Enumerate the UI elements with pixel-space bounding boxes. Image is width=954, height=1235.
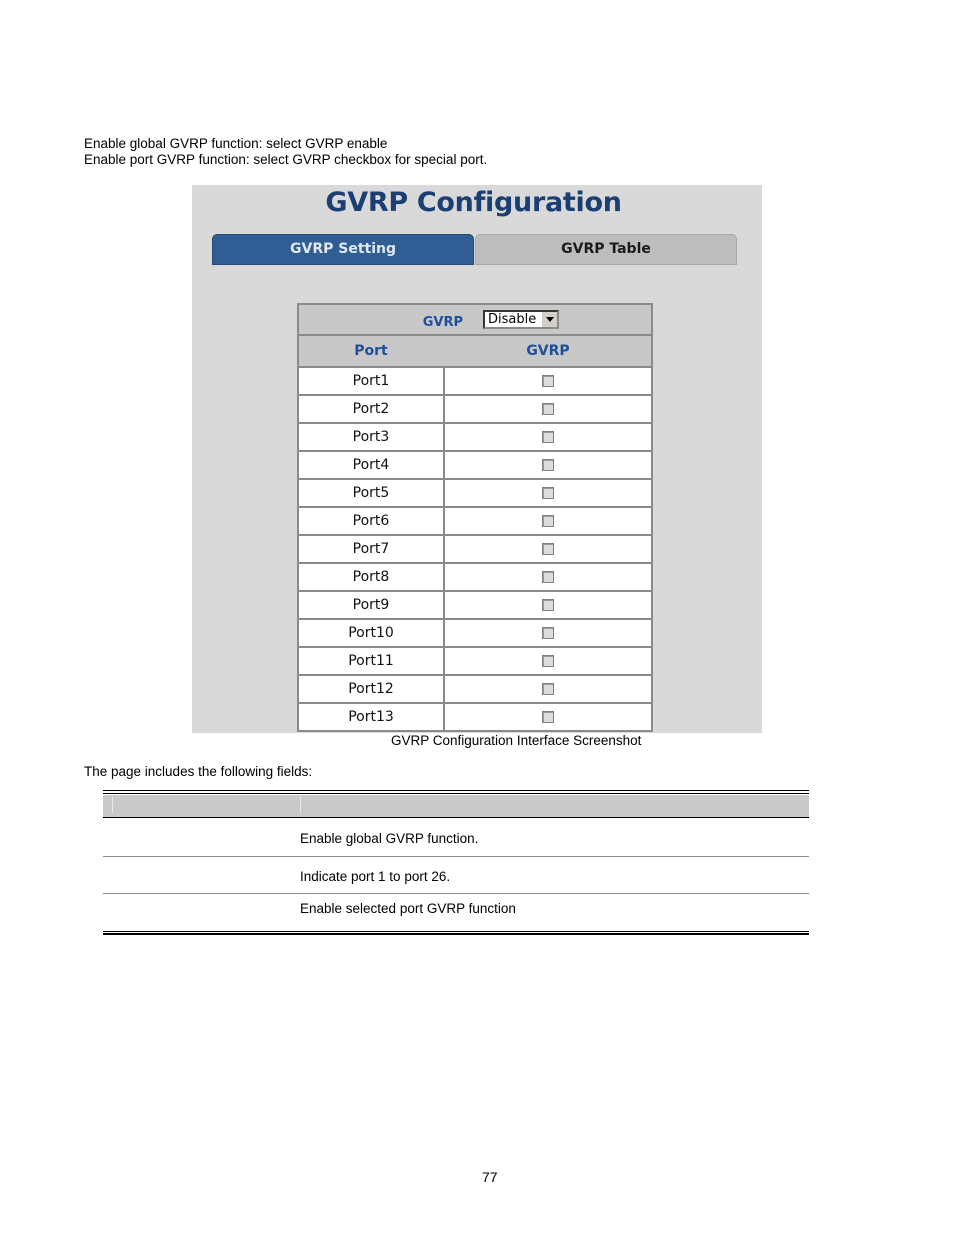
port-rows [299,368,651,730]
port-gvrp-cell [445,648,651,674]
port-gvrp-checkbox[interactable] [542,459,554,471]
port-gvrp-cell [445,592,651,618]
tab-gvrp-table[interactable]: GVRP Table [475,234,737,265]
intro-line-1: Enable global GVRP function: select GVRP enable [84,136,388,151]
figure-caption: GVRP Configuration Interface Screenshot [391,733,642,748]
row-description: Indicate port 1 to port 26. [300,869,451,884]
row-description: Enable global GVRP function. [300,831,479,846]
port-gvrp-checkbox[interactable] [542,403,554,415]
port-name: Port2 [299,396,443,422]
global-gvrp-label: GVRP [422,315,463,330]
table-row [299,676,651,702]
port-gvrp-checkbox[interactable] [542,599,554,611]
port-name: Port12 [299,676,443,702]
table-row [299,592,651,618]
chevron-down-icon[interactable] [541,312,557,327]
port-gvrp-cell [445,396,651,422]
table-top-rule [103,790,809,794]
global-gvrp-row [299,305,651,334]
table-row [299,620,651,646]
port-name: Port3 [299,424,443,450]
port-gvrp-cell [445,564,651,590]
port-gvrp-checkbox[interactable] [542,571,554,583]
port-name: Port6 [299,508,443,534]
port-name: Port13 [299,704,443,730]
header-divider [300,797,301,813]
port-gvrp-checkbox[interactable] [542,627,554,639]
port-name: Port8 [299,564,443,590]
port-gvrp-cell [445,368,651,394]
table-row [299,508,651,534]
port-gvrp-cell [445,704,651,730]
port-gvrp-checkbox[interactable] [542,375,554,387]
port-gvrp-cell [445,536,651,562]
port-name: Port4 [299,452,443,478]
intro-line-2: Enable port GVRP function: select GVRP checkbox for special port. [84,152,488,167]
port-gvrp-cell [445,480,651,506]
col-header-port: Port [299,336,443,366]
port-table-header [299,336,651,366]
port-name: Port1 [299,368,443,394]
table-bottom-rule [103,931,809,935]
table-row [299,480,651,506]
table-row [103,818,809,857]
port-gvrp-checkbox[interactable] [542,543,554,555]
screenshot-title: GVRP Configuration [325,187,622,218]
table-row [299,536,651,562]
port-gvrp-cell [445,452,651,478]
port-gvrp-cell [445,424,651,450]
gvrp-select[interactable] [483,310,559,329]
port-gvrp-checkbox[interactable] [542,711,554,723]
table-row [299,452,651,478]
port-name: Port9 [299,592,443,618]
gvrp-select-value: Disable [488,312,537,327]
port-gvrp-checkbox[interactable] [542,655,554,667]
page-number: 77 [482,1169,498,1185]
port-gvrp-checkbox[interactable] [542,515,554,527]
port-name: Port5 [299,480,443,506]
fields-intro: The page includes the following fields: [84,764,313,779]
table-row [299,396,651,422]
table-row [299,564,651,590]
row-description: Enable selected port GVRP function [300,901,516,916]
col-header-gvrp: GVRP [445,336,651,366]
port-gvrp-cell [445,508,651,534]
gvrp-config-screenshot [192,185,762,733]
table-row [299,648,651,674]
port-name: Port11 [299,648,443,674]
table-row [299,368,651,394]
table-row [299,704,651,730]
port-gvrp-checkbox[interactable] [542,431,554,443]
fields-table-header [103,795,809,817]
tab-gvrp-setting[interactable]: GVRP Setting [212,234,474,265]
header-divider [112,797,113,813]
port-gvrp-cell [445,676,651,702]
port-gvrp-cell [445,620,651,646]
port-name: Port10 [299,620,443,646]
port-name: Port7 [299,536,443,562]
port-gvrp-checkbox[interactable] [542,487,554,499]
table-row [103,894,809,931]
table-row [299,424,651,450]
table-row [103,857,809,894]
gvrp-config-table [297,303,653,732]
port-gvrp-checkbox[interactable] [542,683,554,695]
